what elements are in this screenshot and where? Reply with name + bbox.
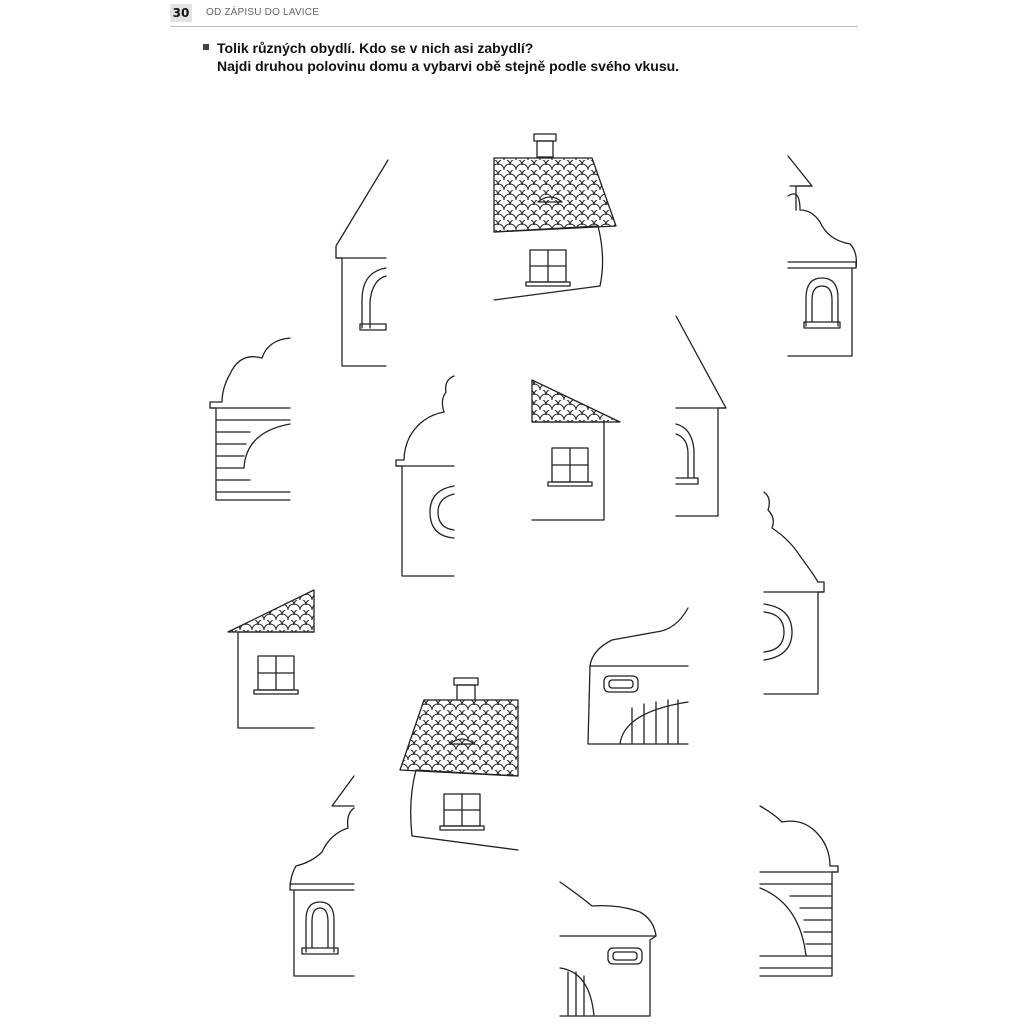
house-half-arched-1 [210,338,290,500]
page-number: 30 [170,4,192,22]
task-line-2: Najdi druhou polovinu domu a vybarvi obě stejně podle svého vkusu. [217,58,680,74]
house-half-tiled-roof-4 [400,678,518,850]
house-half-gable-1 [336,160,388,366]
house-half-arched-2 [588,608,688,744]
house-half-gable-2 [676,316,726,516]
house-half-tiled-roof-2 [532,380,620,520]
section-title: OD ZÁPISU DO LAVICE [206,7,320,18]
house-half-domed-3 [764,492,824,694]
house-half-domed-1 [788,156,856,356]
house-half-tiled-roof-1 [494,134,616,300]
house-half-domed-2 [396,376,454,576]
house-half-domed-4 [290,776,354,976]
house-half-arched-3 [560,882,656,1016]
house-half-arched-4 [760,806,838,976]
house-half-tiled-roof-3 [228,590,314,728]
task-line-1: Tolik různých obydlí. Kdo se v nich asi zabydlí? [217,40,534,56]
